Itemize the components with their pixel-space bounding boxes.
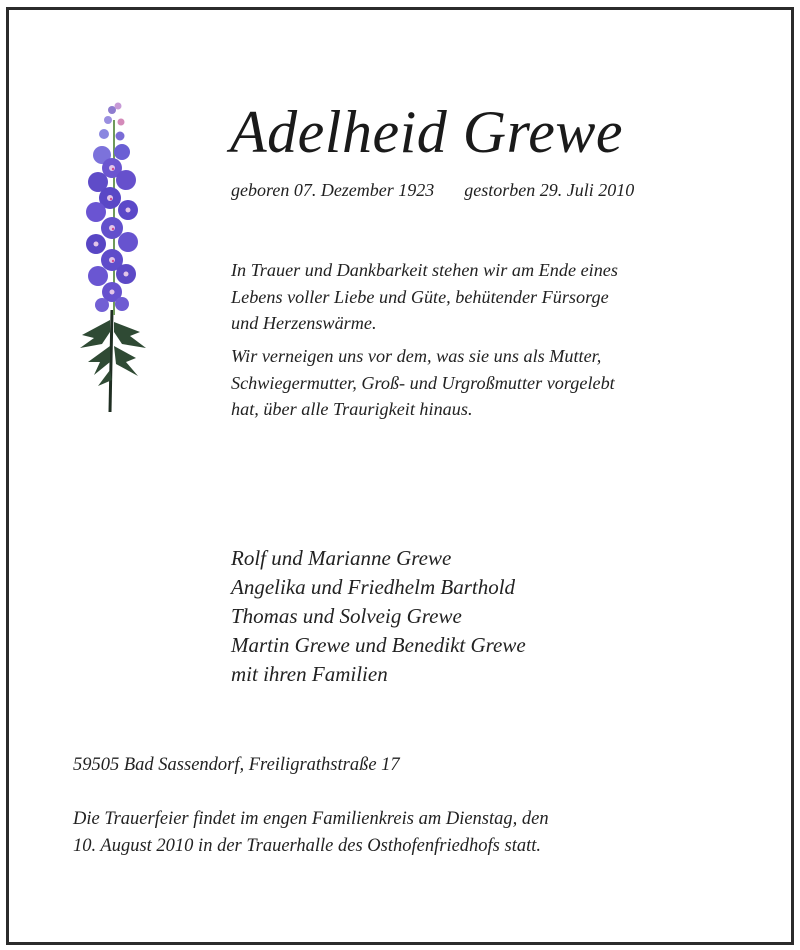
text-line: Schwiegermutter, Groß- und Urgroßmutter vorgelebt	[231, 372, 615, 393]
signer-line: Thomas und Solveig Grewe	[231, 604, 462, 628]
funeral-info	[73, 806, 549, 860]
signer-line: mit ihren Familien	[231, 662, 388, 686]
signer-line: Angelika und Friedhelm Barthold	[231, 575, 516, 599]
address: 59505 Bad Sassendorf, Freiligrathstraße 17	[73, 755, 400, 775]
text-line: 10. August 2010 in der Trauerhalle des Osthofenfriedhofs statt.	[73, 836, 542, 856]
text-line: In Trauer und Dankbarkeit stehen wir am Ende eines	[231, 260, 618, 280]
deceased-name: Adelheid Grewe	[230, 99, 623, 165]
birth-date: geboren 07. Dezember 1923	[231, 180, 435, 200]
text-line: und Herzenswärme.	[231, 313, 377, 333]
death-date: gestorben 29. Juli 2010	[464, 180, 635, 200]
mourning-paragraph-2	[231, 343, 711, 423]
signer-line: Martin Grewe und Benedikt Grewe	[231, 633, 526, 657]
signer-line: Rolf und Marianne Grewe	[231, 546, 452, 570]
life-dates	[231, 180, 634, 201]
family-signers	[231, 544, 526, 689]
text-line: Die Trauerfeier findet im engen Familienkreis am Dienstag, den	[73, 809, 549, 829]
text-line: Wir verneigen uns vor dem, was sie uns als Mutter,	[231, 346, 602, 366]
mourning-paragraph-1	[231, 257, 711, 337]
text-line: Lebens voller Liebe und Güte, behütender Fürsorge	[231, 286, 609, 307]
delphinium-flower-image	[74, 100, 154, 418]
text-line: hat, über alle Traurigkeit hinaus.	[231, 399, 473, 419]
